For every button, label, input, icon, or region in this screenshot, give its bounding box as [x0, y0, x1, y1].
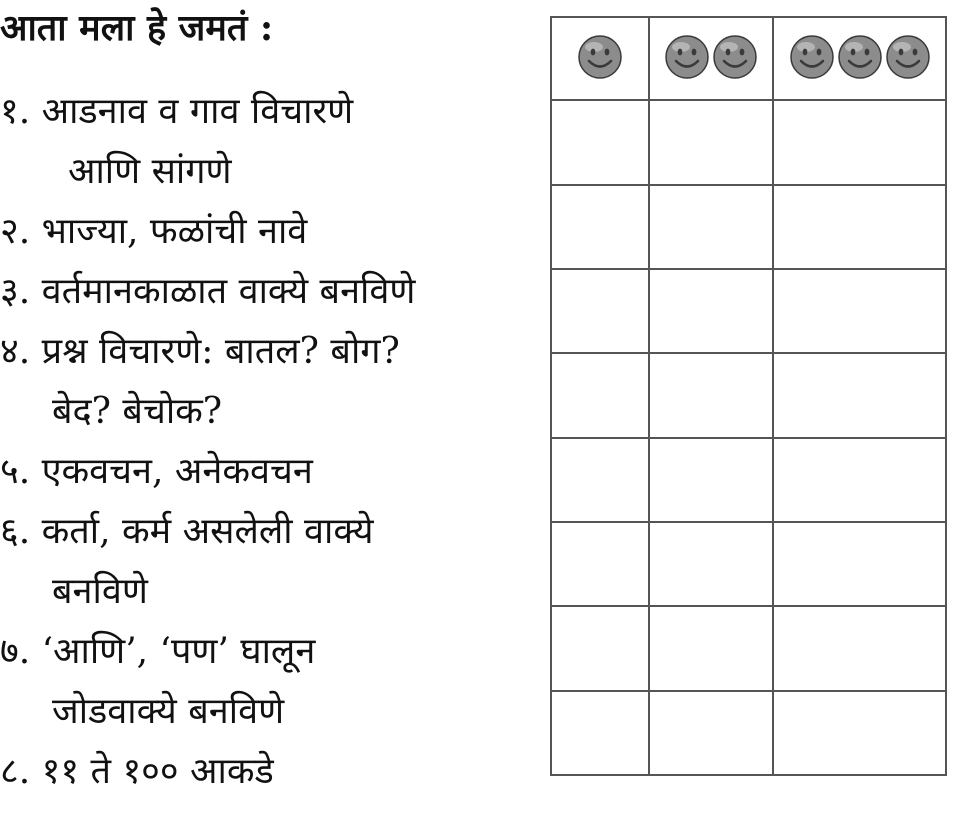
rating-cell[interactable] — [773, 100, 946, 184]
table-row — [551, 606, 946, 690]
table-row — [551, 100, 946, 184]
rating-header-three — [773, 17, 946, 100]
rating-cell[interactable] — [649, 438, 773, 522]
smiley-face-icon — [789, 34, 835, 80]
list-item-line: ६. कर्ता, कर्म असलेली वाक्ये — [0, 511, 374, 552]
rating-cell[interactable] — [773, 269, 946, 353]
list-item — [0, 322, 540, 442]
list-item-line: ३. वर्तमानकाळात वाक्ये बनविणे — [0, 271, 416, 312]
list-item-line: २. भाज्या, फळांची नावे — [0, 211, 308, 252]
rating-cell[interactable] — [773, 185, 946, 269]
smiley-face-icon — [664, 34, 710, 80]
rating-cell[interactable] — [551, 691, 649, 775]
skills-list — [0, 82, 540, 802]
rating-cell[interactable] — [649, 691, 773, 775]
list-item-line: ५. एकवचन, अनेकवचन — [0, 451, 313, 492]
table-row — [551, 353, 946, 437]
rating-cell[interactable] — [649, 185, 773, 269]
rating-cell[interactable] — [649, 353, 773, 437]
smiley-face-icon — [837, 34, 883, 80]
smiley-face-icon — [885, 34, 931, 80]
list-item-line: ८. ११ ते १०० आकडे — [0, 751, 274, 792]
rating-cell[interactable] — [551, 269, 649, 353]
smiley-face-icon — [712, 34, 758, 80]
list-item-line: १. आडनाव व गाव विचारणे — [0, 91, 354, 132]
page-heading: आता मला हे जमतं : — [0, 7, 274, 49]
table-row — [551, 185, 946, 269]
rating-cell[interactable] — [551, 606, 649, 690]
list-item — [0, 622, 540, 742]
list-item — [0, 742, 540, 802]
rating-cell[interactable] — [551, 100, 649, 184]
list-item-line: ४. प्रश्न विचारणे: बातल? बोग? — [0, 331, 400, 372]
list-item — [0, 442, 540, 502]
rating-cell[interactable] — [773, 522, 946, 606]
rating-cell[interactable] — [773, 353, 946, 437]
list-item — [0, 202, 540, 262]
rating-cell[interactable] — [551, 438, 649, 522]
table-row — [551, 522, 946, 606]
list-item-line: आणि सांगणे — [68, 151, 232, 192]
list-item-line: ७. ‘आणि’, ‘पण’ घालून — [0, 631, 316, 672]
list-item-line: बनविणे — [52, 571, 148, 612]
rating-cell[interactable] — [551, 353, 649, 437]
self-assessment-table — [550, 16, 947, 776]
list-item — [0, 82, 540, 202]
rating-cell[interactable] — [649, 606, 773, 690]
table-row — [551, 269, 946, 353]
list-item — [0, 262, 540, 322]
list-item — [0, 502, 540, 622]
list-item-line: बेद? बेचोक? — [52, 391, 223, 432]
list-item-line: जोडवाक्ये बनविणे — [52, 691, 285, 732]
rating-cell[interactable] — [551, 185, 649, 269]
table-row — [551, 691, 946, 775]
rating-header-row — [551, 17, 946, 100]
table-row — [551, 438, 946, 522]
rating-cell[interactable] — [649, 522, 773, 606]
rating-cell[interactable] — [773, 606, 946, 690]
rating-cell[interactable] — [649, 100, 773, 184]
rating-header-one — [551, 17, 649, 100]
smiley-face-icon — [577, 34, 623, 80]
rating-cell[interactable] — [551, 522, 649, 606]
rating-cell[interactable] — [773, 438, 946, 522]
rating-header-two — [649, 17, 773, 100]
rating-cell[interactable] — [773, 691, 946, 775]
rating-cell[interactable] — [649, 269, 773, 353]
